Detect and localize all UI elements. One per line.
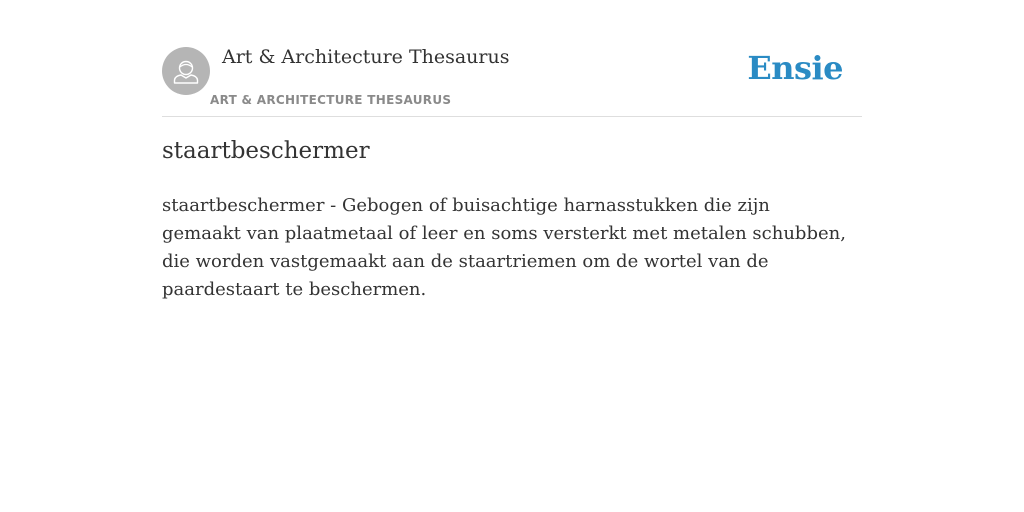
entry-definition: staartbeschermer - Gebogen of buisachtige harnasstukken die zijn gemaakt van plaatmetaal of leer en soms versterkt met metalen schubben, die worden vastgemaakt aan de staartriemen om de wortel van de paardestaart te beschermen.: [162, 195, 846, 300]
header: [162, 42, 862, 117]
author-source-label[interactable]: ART & ARCHITECTURE THESAURUS: [210, 93, 452, 107]
avatar[interactable]: [162, 47, 210, 95]
user-icon: [162, 47, 210, 95]
author-name[interactable]: Art & Architecture Thesaurus: [222, 46, 510, 68]
ensie-logo[interactable]: Ensie: [747, 49, 843, 87]
entry-title: staartbeschermer: [162, 138, 370, 164]
